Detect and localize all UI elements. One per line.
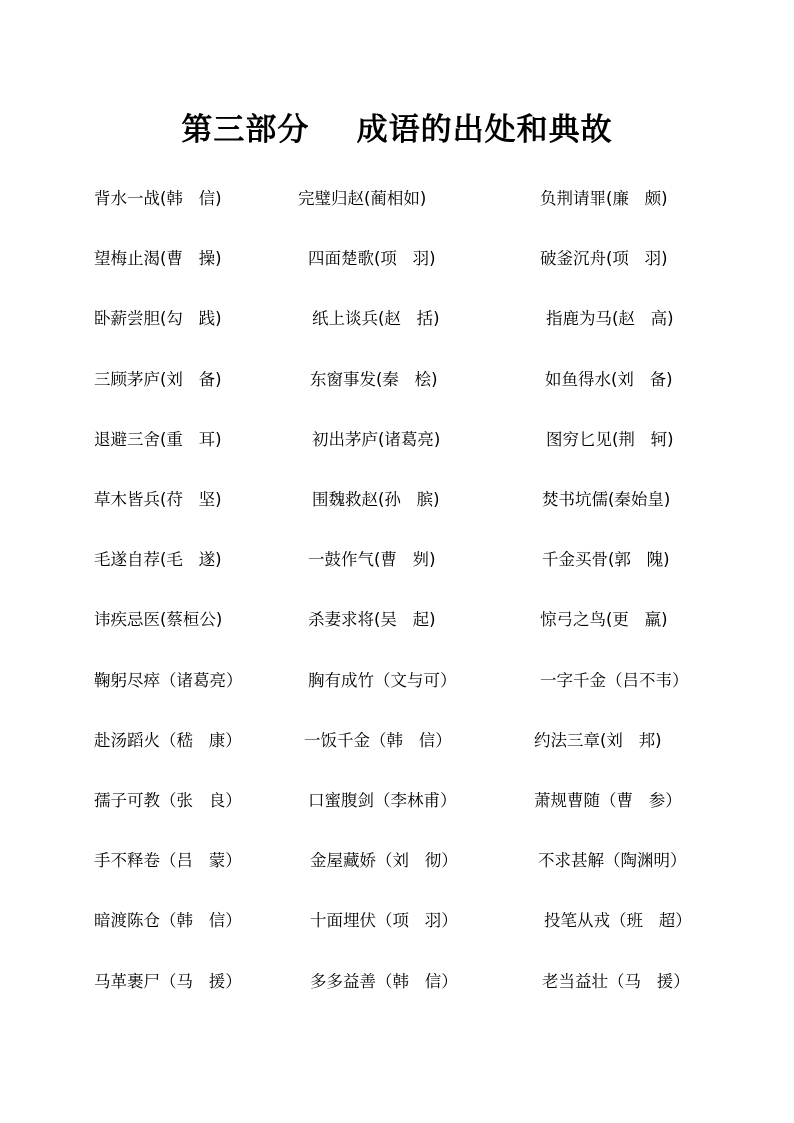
idiom-entry: 一饭千金（韩 信） xyxy=(304,730,452,750)
idiom-row xyxy=(0,906,794,936)
idiom-entry: 破釜沉舟(项 羽) xyxy=(540,249,668,269)
idiom-entry: 四面楚歌(项 羽) xyxy=(308,249,436,269)
idiom-row xyxy=(0,425,794,455)
idiom-row xyxy=(0,485,794,515)
idiom-entry: 孺子可教（张 良） xyxy=(94,791,242,810)
idiom-entry: 投笔从戎（班 超） xyxy=(544,911,692,931)
idiom-row xyxy=(0,304,794,334)
idiom-entry: 暗渡陈仓（韩 信） xyxy=(94,911,242,931)
idiom-entry: 马革裹尸（马 援） xyxy=(94,971,242,991)
idiom-entry: 胸有成竹（文与可） xyxy=(308,670,457,690)
idiom-entry: 金屋藏娇（刘 彻） xyxy=(310,851,458,871)
idiom-entry: 卧薪尝胆(勾 践) xyxy=(94,309,222,329)
idiom-entry: 围魏救赵(孙 膑) xyxy=(312,490,440,509)
idiom-entry: 草木皆兵(苻 坚) xyxy=(94,490,222,509)
idiom-entry: 十面埋伏（项 羽） xyxy=(310,911,458,931)
idiom-row xyxy=(0,846,794,876)
idiom-entry: 惊弓之鸟(更 羸) xyxy=(540,610,668,630)
idiom-entry: 手不释卷（吕 蒙） xyxy=(94,851,242,871)
idiom-entry: 初出茅庐(诸葛亮) xyxy=(312,429,441,449)
idiom-entry: 一鼓作气(曹 刿) xyxy=(308,550,436,570)
idiom-entry: 如鱼得水(刘 备) xyxy=(545,369,673,389)
idiom-entry: 焚书坑儒(秦始皇) xyxy=(542,490,671,509)
idiom-row xyxy=(0,786,794,816)
idiom-row xyxy=(0,365,794,395)
idiom-entry: 指鹿为马(赵 高) xyxy=(546,309,674,329)
idiom-row xyxy=(0,605,794,635)
idiom-row xyxy=(0,666,794,696)
idiom-entry: 完璧归赵(蔺相如) xyxy=(298,189,427,208)
idiom-entry: 不求甚解（陶渊明） xyxy=(538,851,687,871)
idiom-entry: 负荆请罪(廉 颇) xyxy=(540,189,668,208)
idiom-entry: 东窗事发(秦 桧) xyxy=(310,369,438,389)
idiom-entry: 一字千金（吕不韦） xyxy=(540,670,689,690)
idiom-entry: 鞠躬尽瘁（诸葛亮） xyxy=(94,670,243,690)
page-title: 第三部分 成语的出处和典故 xyxy=(181,112,613,148)
idiom-entry: 杀妻求将(吴 起) xyxy=(308,610,436,630)
idiom-entry: 背水一战(韩 信) xyxy=(94,189,222,208)
idiom-entry: 老当益壮（马 援） xyxy=(542,971,690,991)
idiom-entry: 望梅止渴(曹 操) xyxy=(94,249,222,269)
idiom-entry: 讳疾忌医(蔡桓公) xyxy=(94,610,223,630)
idiom-row xyxy=(0,726,794,756)
idiom-row xyxy=(0,244,794,274)
idiom-entry: 约法三章(刘 邦) xyxy=(534,730,662,750)
idiom-row xyxy=(0,545,794,575)
idiom-entry: 纸上谈兵(赵 括) xyxy=(312,309,440,329)
idiom-entry: 退避三舍(重 耳) xyxy=(94,429,222,449)
idiom-row xyxy=(0,184,794,214)
idiom-entry: 三顾茅庐(刘 备) xyxy=(94,369,222,389)
idiom-entry: 毛遂自荐(毛 遂) xyxy=(94,550,222,570)
idiom-entry: 口蜜腹剑（李林甫） xyxy=(308,791,457,810)
idiom-entry: 多多益善（韩 信） xyxy=(310,971,458,991)
idiom-entry: 千金买骨(郭 隗) xyxy=(542,550,670,570)
idiom-row xyxy=(0,967,794,997)
idiom-entry: 赴汤蹈火（嵇 康） xyxy=(94,730,242,750)
idiom-entry: 图穷匕见(荆 轲) xyxy=(546,429,674,449)
idiom-entry: 萧规曹随（曹 参） xyxy=(534,791,682,810)
